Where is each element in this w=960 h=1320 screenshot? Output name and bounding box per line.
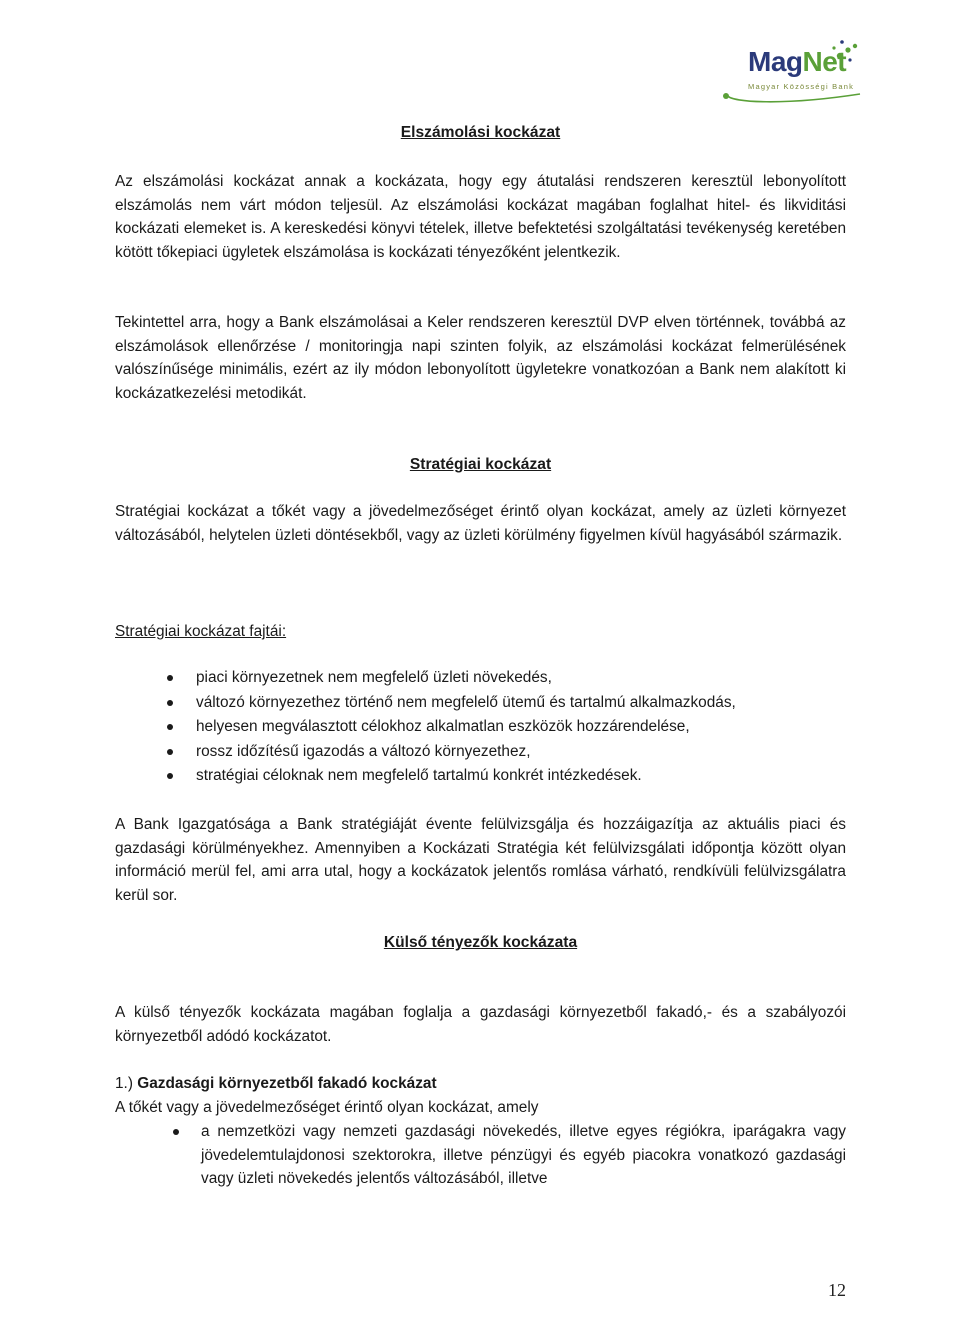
logo-brand-mag: Mag: [748, 46, 803, 77]
list-item-text: helyesen megválasztott célokhoz alkalmatlan eszközök hozzárendelése,: [196, 718, 690, 735]
list-item: [115, 691, 846, 716]
bullet-icon: [167, 773, 173, 779]
page-number: 12: [828, 1280, 846, 1300]
list-item: [115, 666, 846, 691]
list-item: [115, 740, 846, 765]
logo-wordmark: [748, 46, 846, 78]
bullet-icon: [167, 675, 173, 681]
bullet-icon: [167, 749, 173, 755]
bullet-icon: [173, 1129, 179, 1135]
settlement-paragraph-2: Tekintettel arra, hogy a Bank elszámolásai a Keler rendszeren keresztül DVP elven történnek, továbbá az elszámolások ellenőrzése / monitoringja napi szinten folyik, az elszámolási kockázat felmerülésének valószínűsége minimális, ezért az ily módon lebonyolított ügyletekre vonatkozóan a Bank nem alakított ki kockázatkezelési metodikát.: [115, 314, 846, 402]
external-paragraph-1: A külső tényezők kockázata magában foglalja a gazdasági környezetből fakadó,- és a szabályozói környezetből adódó kockázatot.: [115, 1004, 846, 1045]
bullet-icon: [167, 724, 173, 730]
external-item-1-number: 1.): [115, 1075, 133, 1092]
settlement-paragraph-1: Az elszámolási kockázat annak a kockázata, hogy egy átutalási rendszeren keresztül lebonyolított elszámolás nem várt módon teljesül. Az elszámolási kockázat magában foglalhat hitel- és likviditási kockázati elemeket is. A kereskedési könyvi tételek, illetve befektetési szolgáltatási tevékenység keretében kötött tőkepiaci ügyletek elszámolása is kockázati tényezőként jelentkezik.: [115, 173, 846, 261]
strategic-types-list: [115, 666, 846, 789]
list-item-text: rossz időzítésű igazodás a változó környezethez,: [196, 742, 531, 760]
heading-external-factors-risk: Külső tényezők kockázata: [383, 934, 578, 951]
list-item-text: stratégiai céloknak nem megfelelő tartalmú konkrét intézkedések.: [196, 767, 642, 784]
logo-tagline: Magyar Közösségi Bank: [748, 82, 855, 91]
strategic-paragraph-2: A Bank Igazgatósága a Bank stratégiáját évente felülvizsgálja és hozzáigazítja az aktuális piaci és gazdasági körülményekhez. Amennyiben a Kockázati Stratégia két felülvizsgálati időpontja között olyan információ merül fel, ami arra utal, hogy a kockázatok jelentős romlása várható, rendkívüli felülvizsgálatra kerül sor.: [115, 816, 846, 904]
logo-brand-net: Net: [802, 46, 847, 77]
external-item-1-title: [115, 1072, 437, 1096]
external-item-1-title-text: Gazdasági környezetből fakadó kockázat: [137, 1075, 437, 1092]
list-item-text: piaci környezetnek nem megfelelő üzleti növekedés,: [196, 669, 552, 686]
magnet-logo: [722, 34, 872, 106]
strategic-types-label: Stratégiai kockázat fajtái:: [115, 623, 287, 640]
list-item-text: változó környezethez történő nem megfelelő ütemű és tartalmú alkalmazkodás,: [196, 693, 736, 711]
bullet-icon: [167, 700, 173, 706]
list-item: [115, 764, 846, 789]
list-item: [115, 715, 846, 740]
external-item-1-intro: A tőkét vagy a jövedelmezőséget érintő olyan kockázat, amely: [115, 1099, 539, 1116]
heading-settlement-risk: Elszámolási kockázat: [400, 124, 561, 141]
strategic-paragraph-1: Stratégiai kockázat a tőkét vagy a jövedelmezőséget érintő olyan kockázat, amely az üzleti környezet változásából, helytelen üzleti döntésekből, vagy az üzleti körülmény figyelmen kívül hagyásából származik.: [115, 503, 846, 544]
external-item-1-bullet: a nemzetközi vagy nemzeti gazdasági növekedés, illetve egyes régiókra, iparágakra vagy jövedelemtulajdonosi szektorokra, illetve pénzügyi és egyéb piacokra vonatkozó gazdasági vagy üzleti növekedés jelentős változásából, illetve: [201, 1123, 846, 1187]
heading-strategic-risk: Stratégiai kockázat: [409, 456, 552, 473]
